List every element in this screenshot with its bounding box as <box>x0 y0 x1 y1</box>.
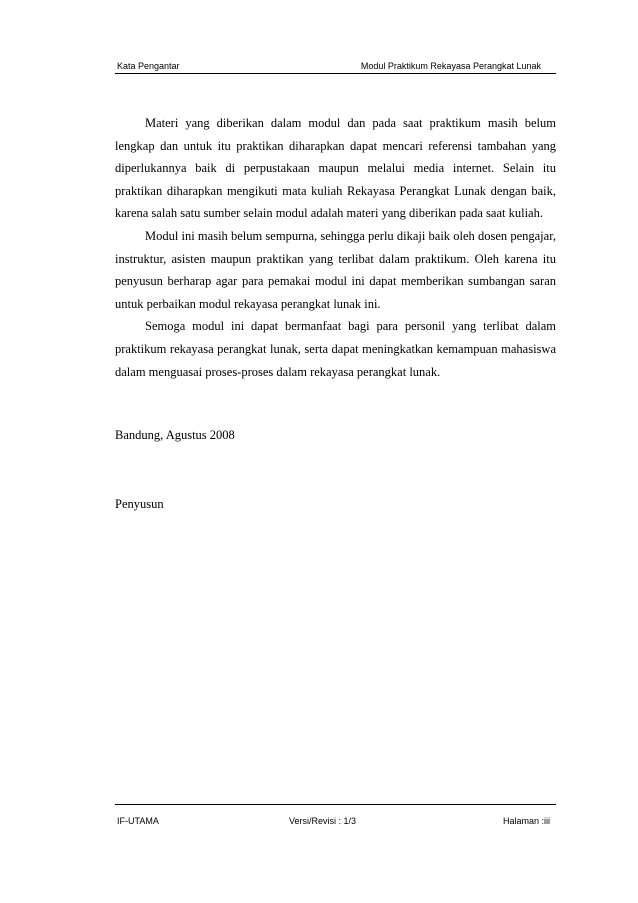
paragraph: Modul ini masih belum sempurna, sehingga perlu dikaji baik oleh dosen pengajar, instruktur, asisten maupun praktikan yang terlibat dalam praktikum. Oleh karena itu penyusun berharap agar para pemakai modul ini dapat memberikan sumbangan saran untuk perbaikan modul rekayasa perangkat lunak ini. <box>115 228 556 311</box>
footer-page-number: Halaman :iii <box>502 816 550 826</box>
paragraph: Materi yang diberikan dalam modul dan pada saat praktikum masih belum lengkap dan untuk itu praktikan diharapkan dapat mencari referensi tambahan yang diperlukannya baik di perpustakaan maupun melalui media internet. Selain itu praktikan diharapkan mengikuti mata kuliah Rekayasa Perangkat Lunak dengan baik, karena salah satu sumber selain modul adalah materi yang diberikan pada saat kuliah. <box>115 116 556 221</box>
running-header <box>115 57 556 74</box>
body-text <box>115 112 556 383</box>
header-module-title: Modul Praktikum Rekayasa Perangkat Lunak <box>360 61 541 71</box>
footer-institution: IF-UTAMA <box>117 816 159 826</box>
footer-version: Versi/Revisi : 1/3 <box>289 816 357 826</box>
header-section-title: Kata Pengantar <box>117 61 180 71</box>
signature: Penyusun <box>115 497 164 511</box>
paragraph: Semoga modul ini dapat bermanfaat bagi para personil yang terlibat dalam praktikum rekayasa perangkat lunak, serta dapat meningkatkan kemampuan mahasiswa dalam menguasai proses-proses dalam rekayasa perangkat lunak. <box>115 319 556 379</box>
running-footer <box>115 804 556 827</box>
place-date: Bandung, Agustus 2008 <box>115 428 235 442</box>
